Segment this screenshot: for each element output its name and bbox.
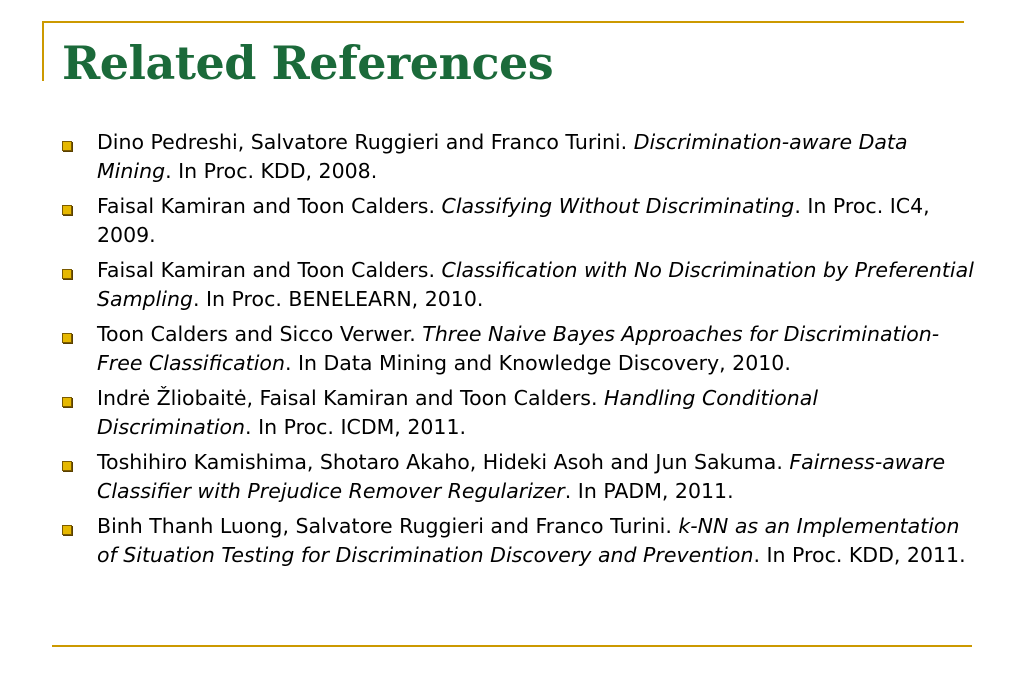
reference-venue: . In Proc. KDD, 2008. xyxy=(165,159,378,183)
reference-title: Handling Conditional Discrimination xyxy=(97,386,819,439)
reference-authors: Toon Calders and Sicco Verwer. xyxy=(97,322,416,346)
reference-item xyxy=(55,384,975,442)
square-bullet-icon xyxy=(62,397,72,407)
bottom-rule xyxy=(52,645,972,647)
reference-authors: Faisal Kamiran and Toon Calders. xyxy=(97,258,435,282)
top-rule xyxy=(42,21,964,23)
reference-venue: . In Proc. IC4, 2009. xyxy=(97,194,930,247)
reference-item xyxy=(55,192,975,250)
reference-item xyxy=(55,448,975,506)
square-bullet-icon xyxy=(62,525,72,535)
reference-authors: Binh Thanh Luong, Salvatore Ruggieri and Franco Turini. xyxy=(97,514,672,538)
reference-authors: Dino Pedreshi, Salvatore Ruggieri and Franco Turini. xyxy=(97,130,628,154)
reference-venue: . In Data Mining and Knowledge Discovery, 2010. xyxy=(284,351,791,375)
reference-title: Discrimination-aware Data Mining xyxy=(97,130,908,183)
left-rule xyxy=(42,21,44,81)
square-bullet-icon xyxy=(62,333,72,343)
square-bullet-icon xyxy=(62,141,72,151)
reference-title: k-NN as an Implementation of Situation Testing for Discrimination Discovery and Prevention xyxy=(97,514,960,567)
slide-title: Related References xyxy=(62,36,554,90)
reference-authors: Faisal Kamiran and Toon Calders. xyxy=(97,194,435,218)
reference-venue: . In PADM, 2011. xyxy=(564,479,734,503)
reference-item xyxy=(55,256,975,314)
reference-venue: . In Proc. ICDM, 2011. xyxy=(245,415,467,439)
reference-title: Classification with No Discrimination by Preferential Sampling xyxy=(97,258,974,311)
reference-venue: . In Proc. KDD, 2011. xyxy=(753,543,966,567)
reference-list xyxy=(55,128,975,576)
reference-title: Fairness-aware Classifier with Prejudice Remover Regularizer xyxy=(97,450,946,503)
reference-title: Three Naive Bayes Approaches for Discrimination-Free Classification xyxy=(97,322,940,375)
reference-item xyxy=(55,320,975,378)
square-bullet-icon xyxy=(62,461,72,471)
reference-item xyxy=(55,128,975,186)
reference-title: Classifying Without Discriminating xyxy=(441,194,795,218)
reference-authors: Toshihiro Kamishima, Shotaro Akaho, Hideki Asoh and Jun Sakuma. xyxy=(97,450,783,474)
reference-authors: Indrė Žliobaitė, Faisal Kamiran and Toon Calders. xyxy=(97,386,598,410)
square-bullet-icon xyxy=(62,205,72,215)
reference-item xyxy=(55,512,975,570)
reference-venue: . In Proc. BENELEARN, 2010. xyxy=(192,287,484,311)
square-bullet-icon xyxy=(62,269,72,279)
